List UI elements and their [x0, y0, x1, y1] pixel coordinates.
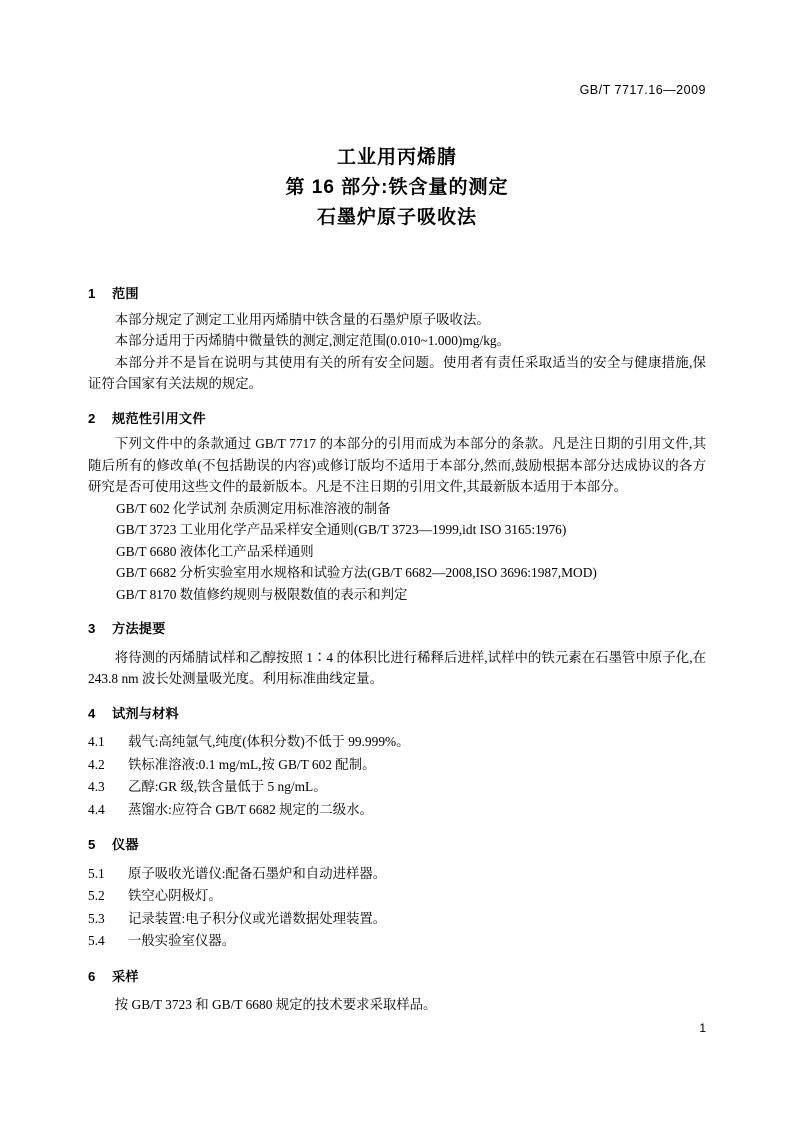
sub-clause-number: 5.4 — [88, 933, 105, 948]
page-header-standard-code: GB/T 7717.16—2009 — [579, 83, 706, 97]
sub-clause-text: 铁标准溶液:0.1 mg/mL,按 GB/T 602 配制。 — [128, 756, 376, 772]
sub-clause-item — [88, 754, 706, 777]
sub-clause-number: 4.1 — [88, 734, 105, 749]
sub-clause-item — [88, 799, 706, 822]
clause-heading-1 — [88, 283, 706, 305]
sub-clause-item — [88, 863, 706, 886]
paragraph: 本部分适用于丙烯腈中微量铁的测定,测定范围(0.010~1.000)mg/kg。 — [114, 333, 510, 348]
clause-heading-3 — [88, 618, 706, 640]
title-line-3: 石墨炉原子吸收法 — [316, 207, 477, 228]
clause-number-4: 4 — [88, 705, 96, 721]
clause-number-6: 6 — [88, 968, 96, 984]
sub-clause-text: 原子吸收光谱仪:配备石墨炉和自动进样器。 — [128, 865, 387, 881]
sub-clause-text: 一般实验室仪器。 — [128, 933, 236, 948]
sub-clause-number: 5.3 — [88, 910, 105, 926]
sub-clause-text: 载气:高纯氩气,纯度(体积分数)不低于 99.999%。 — [128, 734, 410, 749]
document-title — [0, 143, 794, 233]
reference-item: GB/T 602 化学试剂 杂质测定用标准溶液的制备 — [116, 500, 391, 516]
clause-title-2: 规范性引用文件 — [112, 410, 206, 426]
sub-clause-text: 铁空心阴极灯。 — [128, 888, 222, 903]
sub-clause-item — [88, 885, 706, 908]
sub-clause-number: 5.2 — [88, 888, 105, 903]
clause-title-3: 方法提要 — [112, 621, 166, 636]
sub-clause-number: 5.1 — [88, 865, 105, 881]
clause-heading-6 — [88, 966, 706, 988]
paragraph: 本部分规定了测定工业用丙烯腈中铁含量的石墨炉原子吸收法。 — [114, 311, 490, 327]
clause-number-1: 1 — [88, 286, 96, 301]
title-line-2: 第 16 部分:铁含量的测定 — [285, 177, 509, 198]
sub-clause-number: 4.2 — [88, 756, 105, 772]
clause-title-1: 范围 — [112, 286, 139, 301]
sub-clause-text: 记录装置:电子积分仪或光谱数据处理装置。 — [128, 910, 387, 926]
sub-clause-text: 蒸馏水:应符合 GB/T 6682 规定的二级水。 — [128, 801, 373, 817]
clause-number-2: 2 — [88, 410, 96, 426]
document-body — [88, 270, 706, 1016]
paragraph: 下列文件中的条款通过 GB/T 7717 的本部分的引用而成为本部分的条款。凡是注日期的引用文件,其随后所有的修改单(不包括勘误的内容)或修订版均不适用于本部分,然而,鼓励根据本部分达成协议的各方研究是否可使用这些文件的最新版本。凡是不注日期的引用文件,其最新版本适用于本部分。 — [88, 436, 706, 494]
sub-clause-number: 4.4 — [88, 801, 105, 817]
reference-item: GB/T 3723 工业用化学产品采样安全通则(GB/T 3723—1999,idt ISO 3165:1976) — [116, 522, 567, 537]
clause-number-5: 5 — [88, 837, 96, 852]
clause-number-3: 3 — [88, 621, 96, 636]
clause-heading-4 — [88, 703, 706, 725]
clause-heading-2 — [88, 408, 706, 430]
reference-item: GB/T 8170 数值修约规则与极限数值的表示和判定 — [116, 586, 408, 602]
sub-clause-number: 4.3 — [88, 779, 105, 794]
sub-clause-item — [88, 731, 706, 754]
clause-title-5: 仪器 — [112, 837, 139, 852]
clause-title-4: 试剂与材料 — [112, 705, 179, 721]
clause-title-6: 采样 — [112, 968, 139, 984]
page-number: 1 — [699, 1021, 706, 1035]
clause-heading-5 — [88, 834, 706, 856]
sub-clause-item — [88, 930, 706, 953]
sub-clause-item — [88, 908, 706, 931]
paragraph: 本部分并不是旨在说明与其使用有关的所有安全问题。使用者有责任采取适当的安全与健康措施,保证符合国家有关法规的规定。 — [88, 354, 706, 391]
reference-item: GB/T 6682 分析实验室用水规格和试验方法(GB/T 6682—2008,ISO 3696:1987,MOD) — [116, 565, 597, 580]
paragraph: 按 GB/T 3723 和 GB/T 6680 规定的技术要求采取样品。 — [114, 997, 437, 1012]
sub-clause-text: 乙醇:GR 级,铁含量低于 5 ng/mL。 — [128, 779, 327, 794]
paragraph: 将待测的丙烯腈试样和乙醇按照 1∶4 的体积比进行稀释后进样,试样中的铁元素在石墨管中原子化,在 243.8 nm 波长处测量吸光度。利用标准曲线定量。 — [88, 649, 706, 686]
sub-clause-item — [88, 776, 706, 799]
reference-item: GB/T 6680 液体化工产品采样通则 — [116, 543, 314, 559]
title-line-1: 工业用丙烯腈 — [336, 147, 457, 168]
